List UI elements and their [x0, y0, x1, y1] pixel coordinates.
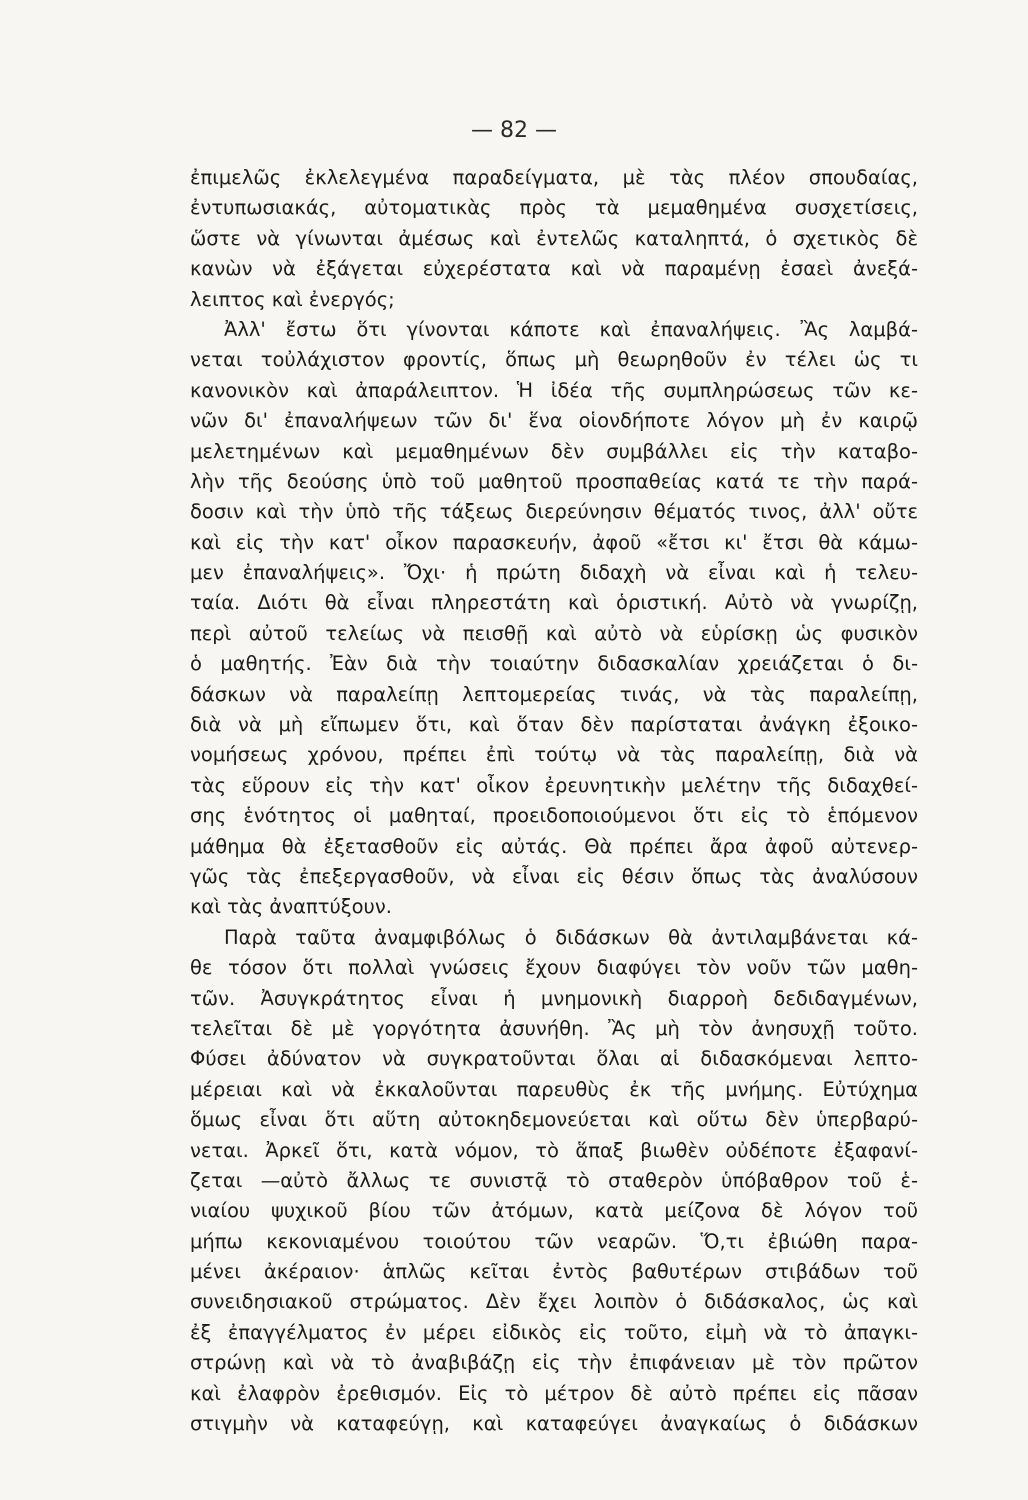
text-line: μελετημένων καὶ μεμαθημένων δὲν συμβάλλει εἰς τὴν καταβο-	[190, 439, 918, 463]
text-line: μήπω κεκονιαμένου τοιούτου τῶν νεαρῶν. Ὅ,τι ἐβιώθη παρα-	[190, 1229, 918, 1253]
text-line: νιαίου ψυχικοῦ βίου τῶν ἀτόμων, κατὰ μείζονα δὲ λόγον τοῦ	[190, 1199, 918, 1223]
text-line: νῶν δι' ἐπαναλήψεων τῶν δι' ἕνα οἱονδήποτε λόγον μὴ ἐν καιρῷ	[190, 409, 918, 433]
text-line: θε τόσον ὅτι πολλαὶ γνώσεις ἔχουν διαφύγει τὸν νοῦν τῶν μαθη-	[190, 956, 918, 980]
text-line: νεται τοὐλάχιστον φροντίς, ὅπως μὴ θεωρηθοῦν ἐν τέλει ὡς τι	[190, 348, 918, 372]
text-line: καὶ εἰς τὴν κατ' οἶκον παρασκευήν, ἀφοῦ «ἔτσι κι' ἔτσι θὰ κάμω-	[190, 530, 918, 554]
text-line: λὴν τῆς δεούσης ὑπὸ τοῦ μαθητοῦ προσπαθείας κατά τε τὴν παρά-	[190, 469, 918, 493]
text-line: καὶ ἐλαφρὸν ἐρεθισμόν. Εἰς τὸ μέτρον δὲ αὐτὸ πρέπει εἰς πᾶσαν	[190, 1381, 918, 1405]
text-body	[190, 163, 918, 1439]
text-line: ὁ μαθητής. Ἐὰν διὰ τὴν τοιαύτην διδασκαλίαν χρειάζεται ὁ δι-	[190, 652, 918, 676]
text-line: ἐξ ἐπαγγέλματος ἐν μέρει εἰδικὸς εἰς τοῦτο, εἰμὴ νὰ τὸ ἀπαγκι-	[190, 1320, 918, 1344]
page-number: — 82 —	[471, 118, 557, 143]
text-line: ζεται —αὐτὸ ἄλλως τε συνιστᾷ τὸ σταθερὸν ὑπόβαθρον τοῦ ἑ-	[190, 1168, 918, 1192]
text-line: σης ἑνότητος οἱ μαθηταί, προειδοποιούμενοι ὅτι εἰς τὸ ἑπόμενον	[190, 804, 918, 828]
text-line: τὰς εὕρουν εἰς τὴν κατ' οἶκον ἐρευνητικὴν μελέτην τῆς διδαχθεί-	[190, 773, 918, 797]
text-line: τελεῖται δὲ μὲ γοργότητα ἀσυνήθη. Ἂς μὴ τὸν ἀνησυχῇ τοῦτο.	[190, 1016, 918, 1040]
text-line: νεται. Ἀρκεῖ ὅτι, κατὰ νόμον, τὸ ἅπαξ βιωθὲν οὐδέποτε ἐξαφανί-	[190, 1138, 918, 1162]
text-line: Φύσει ἀδύνατον νὰ συγκρατοῦνται ὅλαι αἱ διδασκόμεναι λεπτο-	[190, 1047, 918, 1071]
text-line: ἐντυπωσιακάς, αὐτοματικὰς πρὸς τὰ μεμαθημένα συσχετίσεις,	[190, 196, 918, 220]
text-line: λειπτος καὶ ἐνεργός;	[190, 287, 395, 311]
text-line: Παρὰ ταῦτα ἀναμφιβόλως ὁ διδάσκων θὰ ἀντιλαμβάνεται κά-	[224, 925, 918, 949]
text-line: κανονικὸν καὶ ἀπαράλειπτον. Ἡ ἰδέα τῆς συμπληρώσεως τῶν κε-	[190, 378, 918, 402]
text-line: περὶ αὐτοῦ τελείως νὰ πεισθῇ καὶ αὐτὸ νὰ εὑρίσκῃ ὡς φυσικὸν	[190, 621, 918, 645]
text-line: ὅμως εἶναι ὅτι αὕτη αὐτοκηδεμονεύεται καὶ οὕτω δὲν ὑπερβαρύ-	[190, 1108, 918, 1132]
text-line: ταία. Διότι θὰ εἶναι πληρεστάτη καὶ ὁριστική. Αὐτὸ νὰ γνωρίζῃ,	[190, 591, 918, 615]
text-line: δάσκων νὰ παραλείπῃ λεπτομερείας τινάς, νὰ τὰς παραλείπῃ,	[190, 682, 918, 706]
text-line: συνειδησιακοῦ στρώματος. Δὲν ἔχει λοιπὸν ὁ διδάσκαλος, ὡς καὶ	[190, 1290, 918, 1314]
text-line: νομήσεως χρόνου, πρέπει ἐπὶ τούτῳ νὰ τὰς παραλείπῃ, διὰ νὰ	[190, 743, 918, 767]
text-line: στρώνῃ καὶ νὰ τὸ ἀναβιβάζῃ εἰς τὴν ἐπιφάνειαν μὲ τὸν πρῶτον	[190, 1351, 918, 1375]
text-line: μάθημα θὰ ἐξετασθοῦν εἰς αὐτάς. Θὰ πρέπει ἄρα ἀφοῦ αὐτενερ-	[190, 834, 918, 858]
text-line: στιγμὴν νὰ καταφεύγῃ, καὶ καταφεύγει ἀναγκαίως ὁ διδάσκων	[190, 1412, 918, 1436]
text-line: κανὼν νὰ ἐξάγεται εὐχερέστατα καὶ νὰ παραμένῃ ἐσαεὶ ἀνεξά-	[190, 257, 918, 281]
text-line: δοσιν καὶ τὴν ὑπὸ τῆς τάξεως διερεύνησιν θέματός τινος, ἀλλ' οὔτε	[190, 500, 918, 524]
text-line: ἐπιμελῶς ἐκλελεγμένα παραδείγματα, μὲ τὰς πλέον σπουδαίας,	[190, 166, 918, 189]
text-line: τῶν. Ἀσυγκράτητος εἶναι ἡ μνημονικὴ διαρροὴ δεδιδαγμένων,	[190, 986, 918, 1010]
text-line: ὥστε νὰ γίνωνται ἀμέσως καὶ ἐντελῶς καταληπτά, ὁ σχετικὸς δὲ	[190, 226, 918, 250]
text-line: μένει ἀκέραιον· ἁπλῶς κεῖται ἐντὸς βαθυτέρων στιβάδων τοῦ	[190, 1260, 918, 1284]
text-line: Ἀλλ' ἔστω ὅτι γίνονται κάποτε καὶ ἐπαναλήψεις. Ἂς λαμβά-	[224, 317, 918, 341]
text-line: μέρειαι καὶ νὰ ἐκκαλοῦνται παρευθὺς ἐκ τῆς μνήμης. Εὐτύχημα	[190, 1077, 918, 1101]
text-line: γῶς τὰς ἐπεξεργασθοῦν, νὰ εἶναι εἰς θέσιν ὅπως τὰς ἀναλύσουν	[190, 864, 918, 888]
text-line: μεν ἐπαναλήψεις». Ὄχι· ἡ πρώτη διδαχὴ νὰ εἶναι καὶ ἡ τελευ-	[190, 561, 918, 585]
text-line: καὶ τὰς ἀναπτύξουν.	[190, 895, 392, 919]
text-line: διὰ νὰ μὴ εἴπωμεν ὅτι, καὶ ὅταν δὲν παρίσταται ἀνάγκη ἐξοικο-	[190, 713, 918, 737]
